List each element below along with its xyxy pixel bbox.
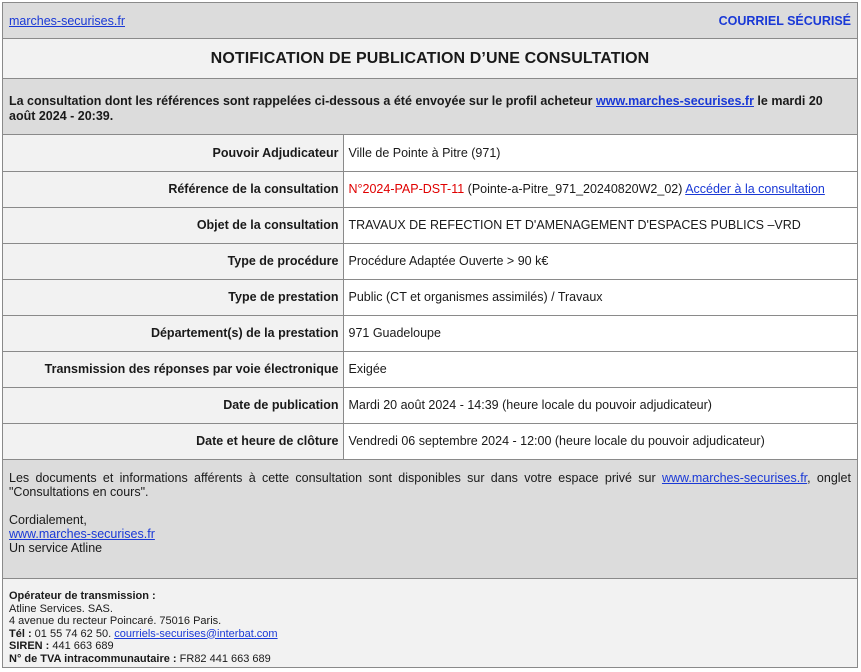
page-title: NOTIFICATION DE PUBLICATION D’UNE CONSULTATION: [3, 39, 857, 79]
documents-section: [3, 460, 857, 579]
prestation-label: Type de prestation: [3, 279, 343, 315]
signature: Un service Atline: [9, 541, 103, 555]
publication-value: Mardi 20 août 2024 - 14:39 (heure locale du pouvoir adjudicateur): [343, 387, 857, 423]
pouvoir-label: Pouvoir Adjudicateur: [3, 135, 343, 171]
operator-tel: [9, 628, 851, 641]
cloture-label: Date et heure de clôture: [3, 423, 343, 459]
operator-email-link[interactable]: courriels-securises@interbat.com: [114, 627, 278, 640]
procedure-value: Procédure Adaptée Ouverte > 90 k€: [343, 243, 857, 279]
cloture-value: Vendredi 06 septembre 2024 - 12:00 (heure locale du pouvoir adjudicateur): [343, 423, 857, 459]
detail-row-pouvoir: [3, 135, 857, 171]
intro-text: [3, 79, 857, 135]
detail-row-prestation: [3, 279, 857, 315]
access-consultation-link[interactable]: Accéder à la consultation: [685, 182, 825, 196]
reference-label: Référence de la consultation: [3, 171, 343, 207]
tel-label: Tél :: [9, 627, 32, 640]
tva-label: N° de TVA intracommunautaire :: [9, 652, 177, 665]
signature-link[interactable]: www.marches-securises.fr: [9, 527, 155, 541]
objet-value: TRAVAUX DE REFECTION ET D'AMENAGEMENT D'ESPACES PUBLICS –VRD: [343, 207, 857, 243]
operator-section: [3, 579, 857, 667]
notification-email: [2, 2, 858, 668]
departement-value: 971 Guadeloupe: [343, 315, 857, 351]
operator-heading: Opérateur de transmission :: [9, 590, 156, 602]
objet-label: Objet de la consultation: [3, 207, 343, 243]
intro-text-after: le mardi 20 août 2024 - 20:39.: [9, 94, 823, 123]
operator-company: Atline Services. SAS.: [9, 602, 113, 615]
siren-label: SIREN :: [9, 640, 50, 652]
procedure-label: Type de procédure: [3, 243, 343, 279]
pouvoir-value: Ville de Pointe à Pitre (971): [343, 135, 857, 171]
detail-row-transmission: [3, 351, 857, 387]
detail-row-reference: [3, 171, 857, 207]
intro-site-link[interactable]: www.marches-securises.fr: [596, 94, 754, 108]
detail-row-publication: [3, 387, 857, 423]
detail-row-cloture: [3, 423, 857, 459]
detail-row-objet: [3, 207, 857, 243]
departement-label: Département(s) de la prestation: [3, 315, 343, 351]
documents-text-before: Les documents et informations afférents à cette consultation sont disponibles sur dans votre espace privé sur: [9, 471, 662, 485]
site-link[interactable]: marches-securises.fr: [9, 13, 125, 28]
intro-text-before: La consultation dont les références sont rappelées ci-dessous a été envoyée sur le profil acheteur: [9, 94, 596, 108]
documents-site-link[interactable]: www.marches-securises.fr: [661, 471, 808, 485]
tva-value: FR82 441 663 689: [176, 652, 271, 665]
greeting: Cordialement,: [9, 513, 87, 527]
details-table: [3, 135, 857, 460]
operator-siren: [9, 640, 851, 653]
prestation-value: Public (CT et organismes assimilés) / Travaux: [343, 279, 857, 315]
detail-row-procedure: [3, 243, 857, 279]
tel-value: 01 55 74 62 50.: [31, 627, 115, 640]
publication-label: Date de publication: [3, 387, 343, 423]
documents-text: [9, 471, 851, 499]
secure-mail-label: COURRIEL SÉCURISÉ: [718, 13, 851, 28]
documents-text-after: , onglet "Consultations en cours".: [9, 471, 851, 499]
transmission-label: Transmission des réponses par voie électronique: [3, 351, 343, 387]
siren-value: 441 663 689: [49, 640, 114, 652]
operator-address: 4 avenue du recteur Poincaré. 75016 Paris.: [9, 615, 222, 627]
reference-extra: (Pointe-a-Pitre_971_20240820W2_02): [464, 182, 686, 196]
operator-tva: [9, 653, 851, 666]
reference-value: [343, 171, 857, 207]
detail-row-departement: [3, 315, 857, 351]
reference-number: N°2024-PAP-DST-11: [348, 182, 465, 196]
header-bar: [3, 3, 857, 39]
transmission-value: Exigée: [343, 351, 857, 387]
